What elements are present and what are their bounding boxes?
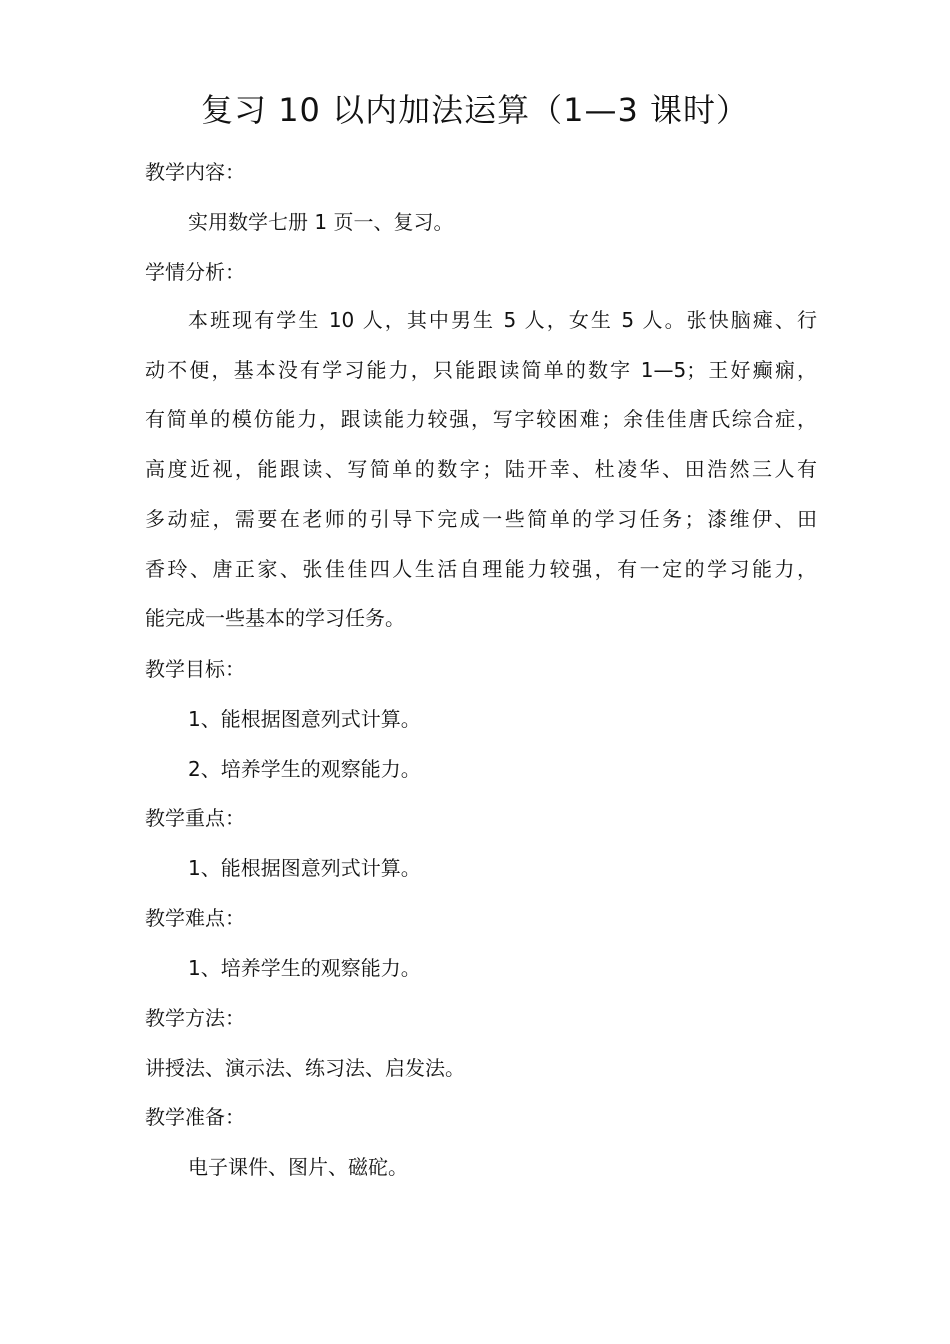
teaching-difficulty-heading: 教学难点： [145,906,245,930]
paragraph-line: 高度近视，能跟读、写简单的数字；陆开幸、杜凌华、田浩然三人有 [145,457,817,482]
teaching-prep-text: 电子课件、图片、磁砣。 [188,1155,408,1179]
teaching-content-text: 实用数学七册 1 页一、复习。 [188,210,454,234]
teaching-prep-heading: 教学准备： [145,1105,245,1129]
paragraph-line: 多动症，需要在老师的引导下完成一些简单的学习任务；漆维伊、田 [145,506,817,531]
paragraph-line: 香玲、唐正家、张佳佳四人生活自理能力较强，有一定的学习能力， [145,556,817,581]
teaching-goals-heading: 教学目标： [145,657,245,681]
paragraph-line: 能完成一些基本的学习任务。 [145,606,405,631]
document-title: 复习 10 以内加法运算（1—3 课时） [201,91,749,129]
teaching-method-heading: 教学方法： [145,1006,245,1030]
student-analysis-paragraph [145,296,817,644]
teaching-goal-item: 2、培养学生的观察能力。 [188,757,421,781]
teaching-key-heading: 教学重点： [145,806,245,830]
student-analysis-heading: 学情分析： [145,260,245,284]
teaching-method-text: 讲授法、演示法、练习法、启发法。 [145,1056,465,1080]
teaching-key-item: 1、能根据图意列式计算。 [188,856,421,880]
teaching-goal-item: 1、能根据图意列式计算。 [188,707,421,731]
teaching-difficulty-item: 1、培养学生的观察能力。 [188,956,421,980]
paragraph-line: 有简单的模仿能力，跟读能力较强，写字较困难；余佳佳唐氏综合症， [145,407,817,432]
teaching-content-heading: 教学内容： [145,160,245,184]
paragraph-line: 本班现有学生 10 人，其中男生 5 人，女生 5 人。张快脑瘫、行 [188,308,817,332]
paragraph-line: 动不便，基本没有学习能力，只能跟读简单的数字 1—5；王好癫痫， [145,357,817,382]
